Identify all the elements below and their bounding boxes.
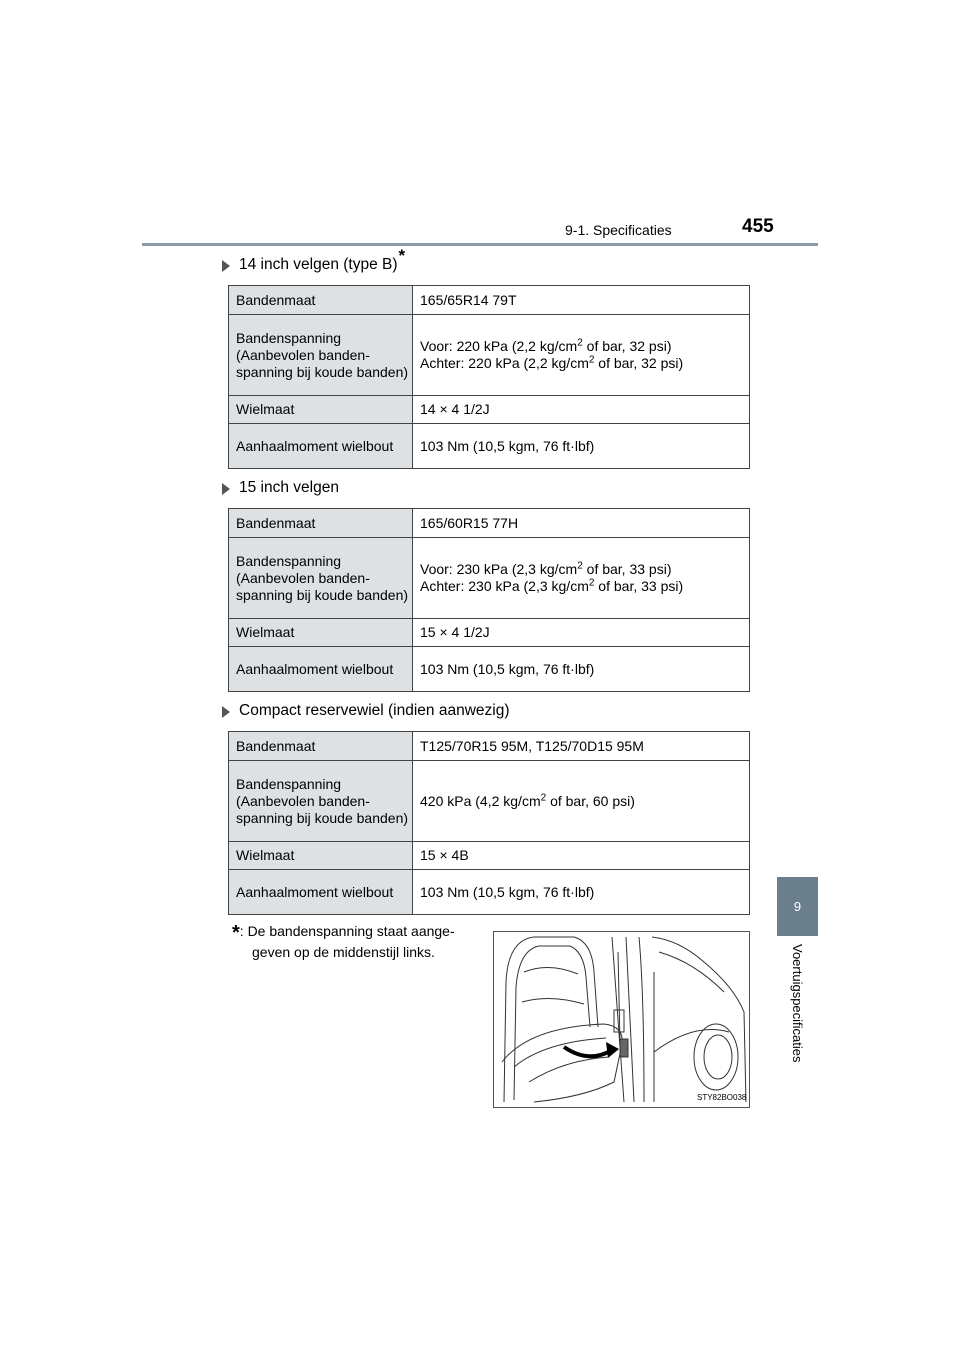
row-value: 15 × 4 1/2J — [413, 619, 750, 647]
section-heading-label: 15 inch velgen — [239, 479, 339, 496]
row-label: Wielmaat — [229, 619, 413, 647]
row-label: Bandenspanning (Aanbevolen banden-spanning bij koude banden) — [229, 761, 413, 842]
table-row — [229, 509, 750, 538]
section-heading-label: Compact reservewiel (indien aanwezig) — [239, 702, 510, 719]
illustration-code: STY82BO038 — [697, 1093, 747, 1102]
row-label: Bandenspanning (Aanbevolen banden-spanning bij koude banden) — [229, 538, 413, 619]
row-label: Bandenmaat — [229, 286, 413, 315]
triangle-bullet-icon — [222, 483, 230, 495]
car-interior-drawing — [494, 932, 749, 1107]
row-label: Aanhaalmoment wielbout — [229, 647, 413, 692]
row-value: 103 Nm (10,5 kgm, 76 ft·lbf) — [413, 424, 750, 469]
row-value: T125/70R15 95M, T125/70D15 95M — [413, 732, 750, 761]
row-value: 165/60R15 77H — [413, 509, 750, 538]
triangle-bullet-icon — [222, 706, 230, 718]
table-row — [229, 761, 750, 842]
row-label: Bandenmaat — [229, 509, 413, 538]
front-pressure: Voor: 220 kPa (2,2 $kg/cm^2$ of bar, 32 psi) — [420, 337, 672, 354]
rear-pressure: Achter: 230 kPa (2,3 $kg/cm^2$ of bar, 33 psi) — [420, 577, 684, 594]
chapter-label-text: Voertuigspecificaties — [790, 944, 805, 1063]
table-row — [229, 732, 750, 761]
table-row — [229, 315, 750, 396]
section-heading-15inch — [222, 479, 339, 497]
chapter-label — [778, 944, 818, 1084]
row-value: 103 Nm (10,5 kgm, 76 ft·lbf) — [413, 647, 750, 692]
table-row — [229, 619, 750, 647]
row-label: Bandenspanning (Aanbevolen banden-spanning bij koude banden) — [229, 315, 413, 396]
row-label: Wielmaat — [229, 396, 413, 424]
row-value: 14 × 4 1/2J — [413, 396, 750, 424]
triangle-bullet-icon — [222, 260, 230, 272]
row-value — [413, 538, 750, 619]
spare-pressure: 420 kPa (4,2 $kg/cm^2$ of bar, 60 psi) — [420, 791, 635, 809]
chapter-tab[interactable]: 9 — [777, 877, 818, 936]
rear-pressure: Achter: 220 kPa (2,2 $kg/cm^2$ of bar, 32 psi) — [420, 354, 684, 371]
row-value: 103 Nm (10,5 kgm, 76 ft·lbf) — [413, 870, 750, 915]
table-row — [229, 842, 750, 870]
page-number: 455 — [742, 216, 774, 237]
footnote-line-1: : De bandenspanning staat aange- — [239, 923, 455, 939]
footnote-marker: * — [232, 922, 240, 944]
row-value: 15 × 4B — [413, 842, 750, 870]
spec-table-14inch — [228, 285, 750, 469]
section-heading-14inch: 14 inch velgen (type B) * — [222, 256, 405, 274]
door-pillar-illustration — [493, 931, 750, 1108]
row-value: 165/65R14 79T — [413, 286, 750, 315]
row-value — [413, 761, 750, 842]
row-label: Aanhaalmoment wielbout — [229, 870, 413, 915]
header-divider — [142, 243, 818, 246]
table-row — [229, 396, 750, 424]
table-row — [229, 647, 750, 692]
section-heading-compact-spare — [222, 702, 510, 720]
spec-table-15inch — [228, 508, 750, 692]
footnote-line-2: geven op de middenstijl links. — [252, 944, 435, 960]
table-row — [229, 538, 750, 619]
row-label: Wielmaat — [229, 842, 413, 870]
row-label: Bandenmaat — [229, 732, 413, 761]
table-row — [229, 286, 750, 315]
footnote — [232, 922, 477, 962]
section-title: 9-1. Specificaties — [565, 222, 672, 238]
row-value — [413, 315, 750, 396]
front-pressure: Voor: 230 kPa (2,3 $kg/cm^2$ of bar, 33 psi) — [420, 560, 672, 577]
table-row — [229, 424, 750, 469]
row-label: Aanhaalmoment wielbout — [229, 424, 413, 469]
section-heading-label: 14 inch velgen (type B) — [239, 256, 398, 273]
table-row — [229, 870, 750, 915]
spec-table-compact-spare — [228, 731, 750, 915]
